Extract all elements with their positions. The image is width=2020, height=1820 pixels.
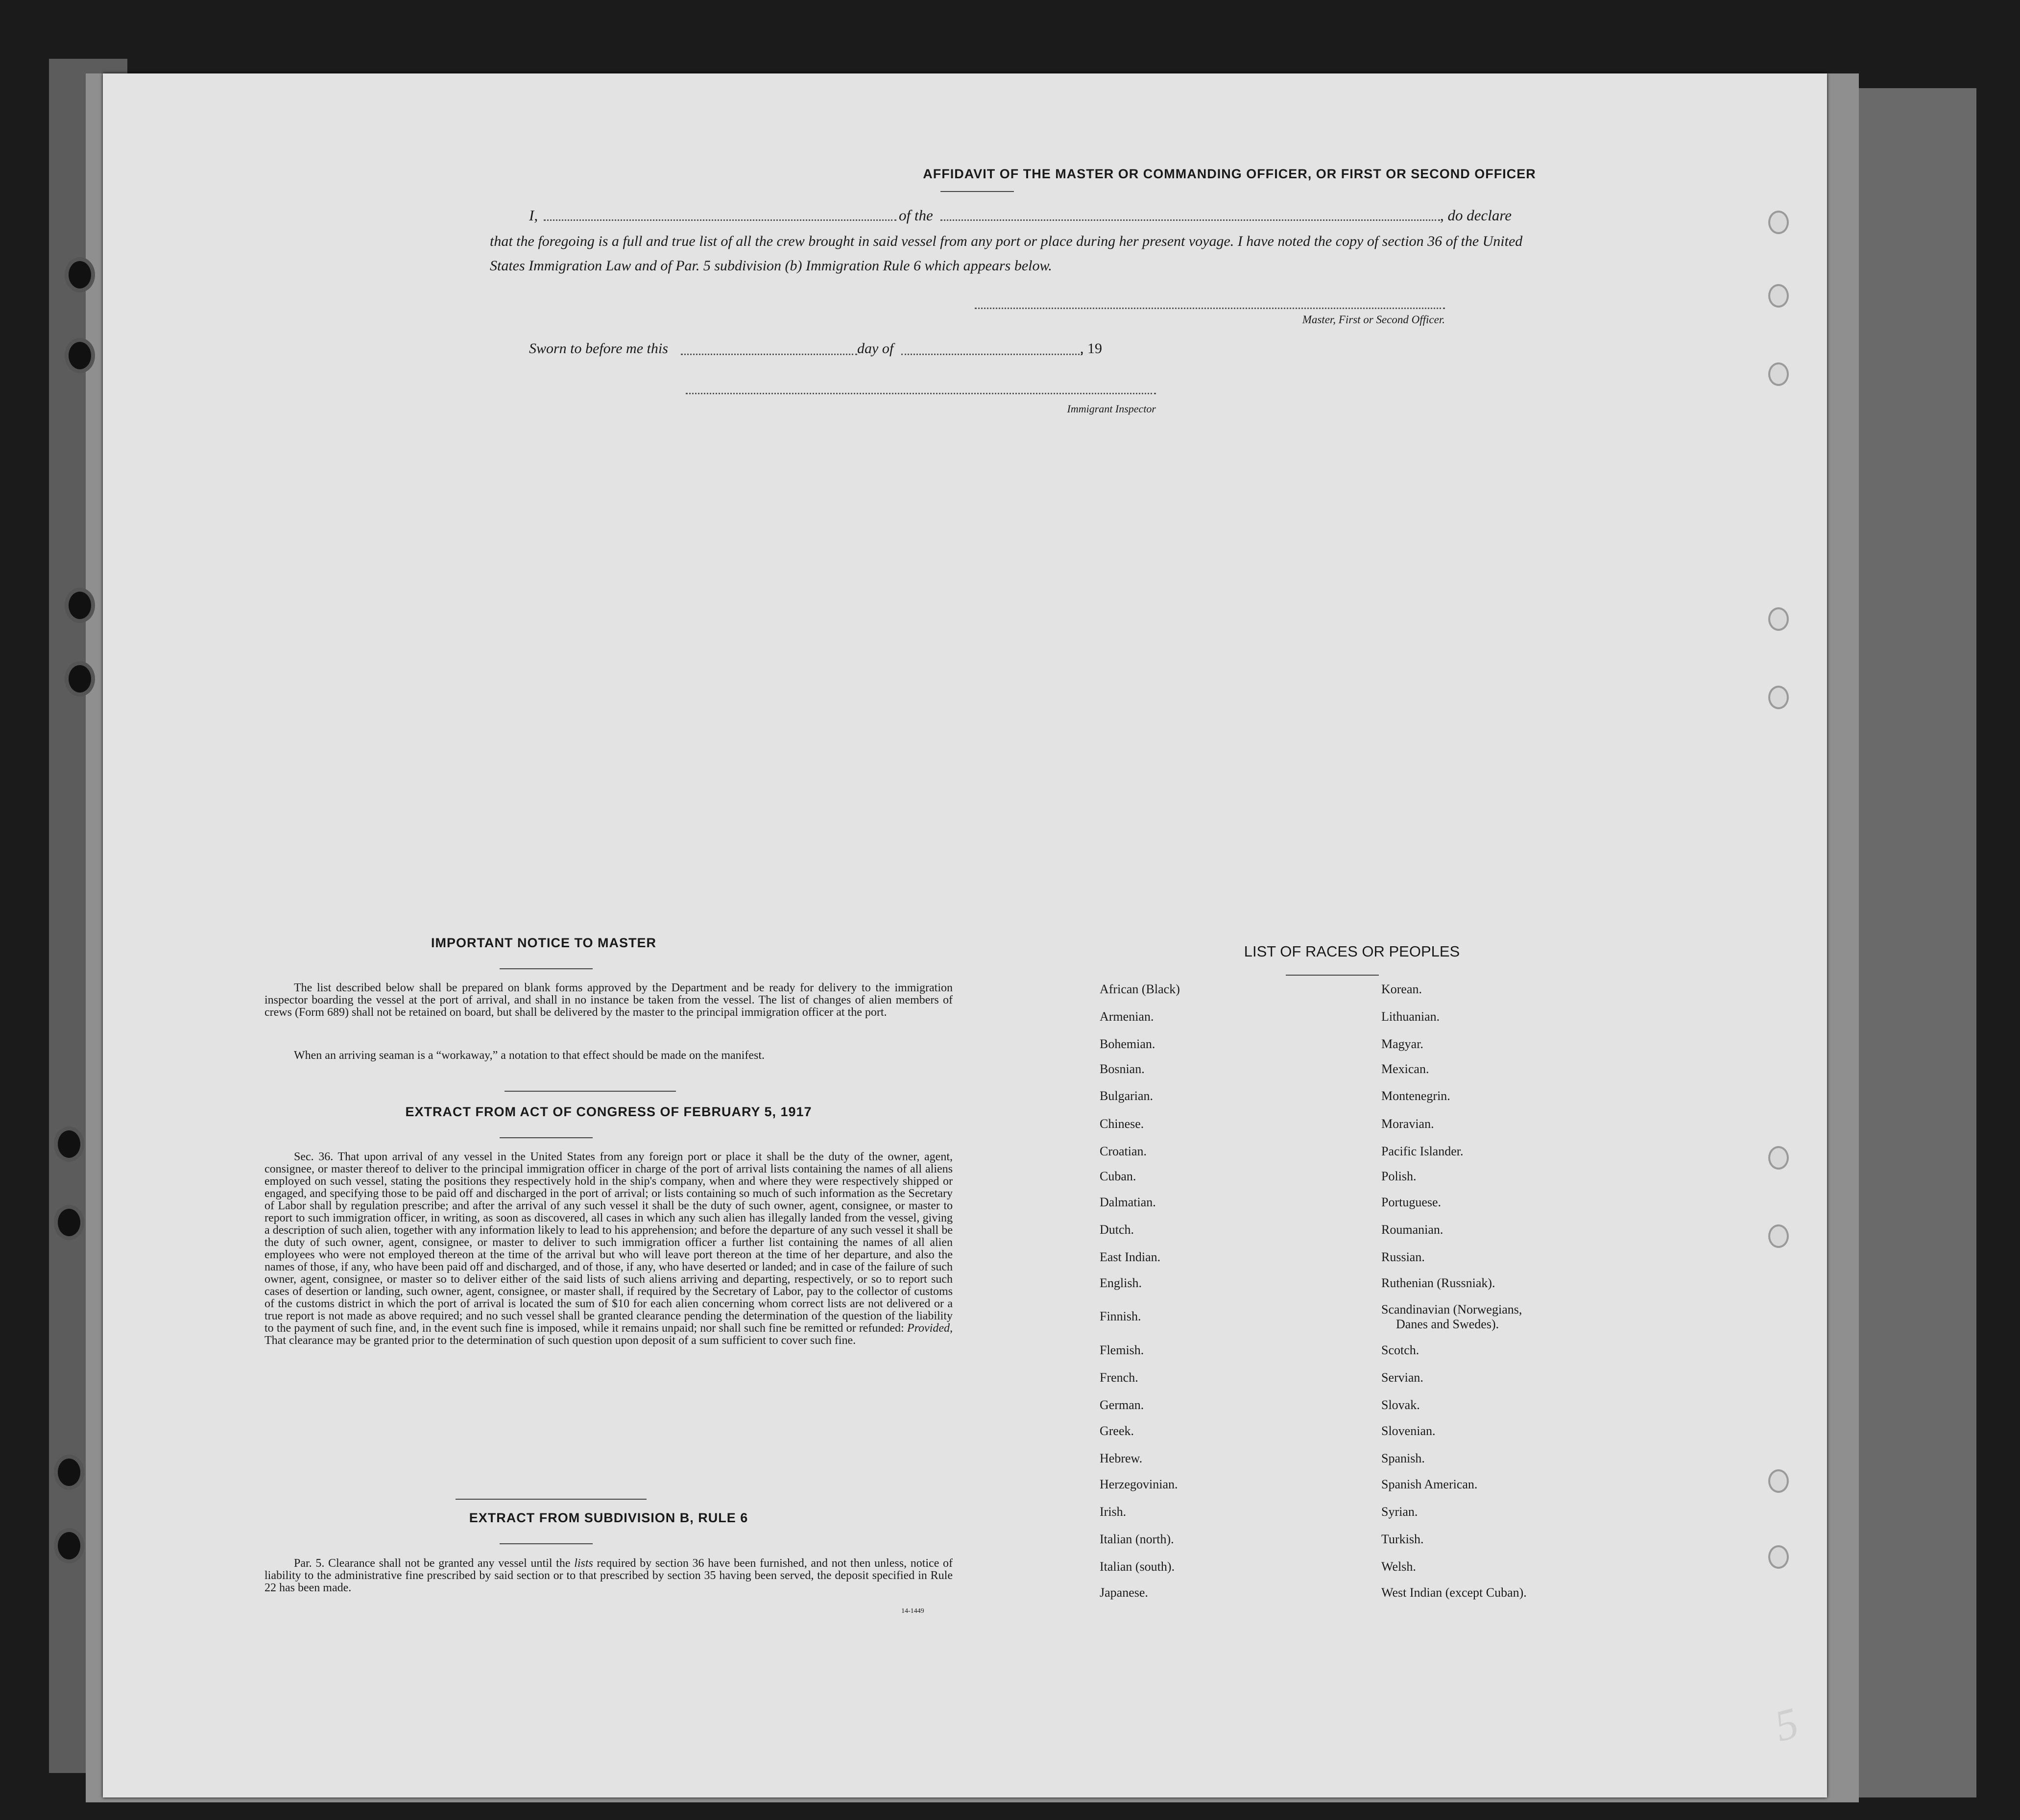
sec-body: That upon arrival of any vessel in the United States from any foreign port or place it shall be the duty of the owner, agent, consignee, or master thereof to deliver to the principal immigration officer in charge of the port of arrival lists containing the names of all aliens employed on such vessel, stating the positions they respectively hold in the ship's company, when and where they were respectively shipped or engaged, and specifying those to be paid off and discharged in the port of arrival; or lists containing so much of such information as the Secretary of Labor shall by regulation prescribe; and after the arrival of any such vessel it shall be the duty of such owner, agent, consignee, or master to report to such immigration officer, in writing, as soon as discovered, all cases in which any such alien has illegally landed from the vessel, giving a description of such alien, together with any information likely to lead to his apprehension; and before the departure of any such vessel it shall be the duty of such owner, agent, consignee, or master to deliver to such immigration officer a further list containing the names of all alien employees who were not employed thereon at the time of the arrival but who will leave port thereon at the time of her departure, and also the names of those, if any, who have been paid off and discharged, and of those, if any, who have deserted or landed; and in case of the failure of such owner, agent, consignee, or master so to deliver either of the said lists of such aliens arriving and departing, respectively, or so to report such cases of desertion or landing, such owner, agent, consignee, or master shall, if required by the Secretary of Labor, pay to the collector of customs of the customs district in which the port of arrival is located the sum of $10 for each alien concerning whom correct lists are not delivered or a true report is not made as above required; and no such vessel shall be granted clearance pending the determination of the question of the liability to the payment of such fine, and, in the event such fine is imposed, while it remains unpaid; nor shall such fine be remitted or refunded: (265, 1150, 953, 1335)
race-item: West Indian (except Cuban). (1381, 1585, 1527, 1600)
affidavit-do-declare: , do declare (1440, 207, 1512, 224)
binder-hole (54, 1528, 84, 1563)
race-item: East Indian. (1100, 1250, 1161, 1264)
punch-ring (1768, 607, 1789, 631)
race-item: Russian. (1381, 1250, 1425, 1264)
race-item: Flemish. (1100, 1343, 1144, 1357)
divider (456, 1499, 647, 1500)
rule-text-end: required by section 36 have been furnished, and not then unless, notice of liability to the administrative fine prescribed by said section or to that prescribed by section 35 having been served, the deposit specified in Rule 22 has been made. (265, 1557, 953, 1594)
race-item: Chinese. (1100, 1117, 1144, 1131)
extract-rule-title: EXTRACT FROM SUBDIVISION B, RULE 6 (469, 1510, 748, 1525)
race-item: Scotch. (1381, 1343, 1419, 1357)
punch-ring (1768, 1146, 1789, 1170)
races-title: LIST OF RACES OR PEOPLES (1244, 943, 1460, 960)
race-item: Slovak. (1381, 1398, 1420, 1412)
officer-signature-field[interactable] (975, 308, 1445, 309)
binder-hole (65, 257, 95, 292)
punch-ring (1768, 686, 1789, 709)
race-item: Spanish American. (1381, 1477, 1478, 1491)
inspector-signature-field[interactable] (686, 393, 1156, 394)
race-item: Mexican. (1381, 1062, 1429, 1076)
race-item: Bulgarian. (1100, 1089, 1154, 1103)
race-item: Bosnian. (1100, 1062, 1145, 1076)
punch-ring (1768, 1224, 1789, 1248)
race-item: Welsh. (1381, 1559, 1416, 1574)
affidavit-body: that the foregoing is a full and true list of all the crew brought in said vessel from any port or place during her present voyage. I have noted the copy of section 36 of the United States Immigration Law and of Par. 5 subdivision (b) Immigration Rule 6 which appears below. (490, 233, 1523, 274)
sec-label: Sec. 36. (294, 1150, 334, 1163)
race-item: Slovenian. (1381, 1424, 1436, 1438)
race-item: Pacific Islander. (1381, 1144, 1464, 1158)
race-item: Danes and Swedes). (1396, 1317, 1499, 1331)
divider (1286, 975, 1379, 976)
race-item: Lithuanian. (1381, 1009, 1440, 1024)
punch-ring (1768, 1469, 1789, 1493)
divider (500, 1137, 593, 1138)
race-item: English. (1100, 1276, 1142, 1290)
race-item: Montenegrin. (1381, 1089, 1450, 1103)
race-item: Turkish. (1381, 1532, 1424, 1546)
binder-hole (54, 1455, 84, 1490)
race-item: Servian. (1381, 1370, 1423, 1385)
sworn-label: Sworn to before me this (529, 340, 668, 357)
race-item: Irish. (1100, 1505, 1127, 1519)
sworn-month-field[interactable] (901, 354, 1082, 355)
binder-hole (54, 1205, 84, 1240)
race-item: Armenian. (1100, 1009, 1154, 1024)
race-item: African (Black) (1100, 982, 1180, 996)
form-number: 14-1449 (901, 1607, 924, 1615)
manifest-page (103, 73, 1827, 1797)
rule-6-text (265, 1557, 953, 1594)
handwritten-page-number: 5 (1769, 1698, 1804, 1751)
year-label: , 19 (1080, 340, 1102, 357)
race-item: Polish. (1381, 1169, 1417, 1183)
binder-hole (65, 338, 95, 373)
lists-word: lists (574, 1557, 593, 1570)
rule-text-start: Par. 5. Clearance shall not be granted any vessel until the (294, 1557, 571, 1570)
race-item: Moravian. (1381, 1117, 1434, 1131)
divider (500, 1543, 593, 1544)
vessel-name-field[interactable] (940, 219, 1440, 221)
race-item: Scandinavian (Norwegians, (1381, 1302, 1522, 1317)
affidavit-of-the-label: of the (899, 207, 933, 224)
race-item: Croatian. (1100, 1144, 1147, 1158)
notice-paragraph-1: The list described below shall be prepared on blank forms approved by the Department and be ready for delivery to the immigration inspector boarding the vessel at the port of arrival, and shall in no instance be taken from the vessel. The list of changes of alien members of crews (Form 689) shall not be retained on board, but shall be delivered by the master to the principal immigration officer at the port. (265, 982, 953, 1019)
divider (940, 191, 1014, 192)
race-item: Magyar. (1381, 1037, 1423, 1051)
race-item: Bohemian. (1100, 1037, 1155, 1051)
punch-ring (1768, 211, 1789, 234)
race-item: French. (1100, 1370, 1138, 1385)
race-item: Portuguese. (1381, 1195, 1442, 1209)
race-item: Herzegovinian. (1100, 1477, 1178, 1491)
race-item: Dalmatian. (1100, 1195, 1156, 1209)
race-item: Greek. (1100, 1424, 1134, 1438)
notice-title: IMPORTANT NOTICE TO MASTER (431, 935, 656, 950)
sec-body-end: That clearance may be granted prior to the determination of such question upon deposit of a sum sufficient to cover such fine. (265, 1334, 856, 1347)
race-item: Italian (south). (1100, 1559, 1175, 1574)
day-of-label: day of (857, 340, 894, 357)
extract-act-title: EXTRACT FROM ACT OF CONGRESS OF FEBRUARY 5, 1917 (405, 1104, 812, 1119)
punch-ring (1768, 1545, 1789, 1569)
race-item: Syrian. (1381, 1505, 1418, 1519)
provided-label: Provided, (907, 1322, 953, 1335)
race-item: Hebrew. (1100, 1451, 1143, 1465)
race-item: Korean. (1381, 982, 1422, 996)
section-36-text (265, 1151, 953, 1347)
binder-hole (65, 588, 95, 623)
divider (500, 968, 593, 969)
binder-hole (54, 1126, 84, 1162)
race-item: Cuban. (1100, 1169, 1136, 1183)
race-item: Roumanian. (1381, 1222, 1443, 1237)
inspector-caption: Immigrant Inspector (1067, 403, 1156, 415)
race-item: Ruthenian (Russniak). (1381, 1276, 1495, 1290)
notice-paragraph-2: When an arriving seaman is a “workaway,” a notation to that effect should be made on the manifest. (294, 1049, 765, 1062)
punch-ring (1768, 284, 1789, 308)
race-item: Finnish. (1100, 1309, 1141, 1323)
signature-caption: Master, First or Second Officer. (1302, 313, 1445, 326)
race-item: German. (1100, 1398, 1144, 1412)
affidavit-i-label: I, (529, 207, 538, 224)
binder-hole (65, 661, 95, 696)
race-item: Japanese. (1100, 1585, 1148, 1600)
sworn-day-field[interactable] (681, 354, 857, 355)
punch-ring (1768, 362, 1789, 386)
divider (505, 1091, 676, 1092)
affidavit-title: AFFIDAVIT OF THE MASTER OR COMMANDING OFFICER, OR FIRST OR SECOND OFFICER (923, 167, 1536, 181)
race-item: Spanish. (1381, 1451, 1425, 1465)
master-name-field[interactable] (544, 219, 896, 221)
race-item: Dutch. (1100, 1222, 1134, 1237)
race-item: Italian (north). (1100, 1532, 1174, 1546)
